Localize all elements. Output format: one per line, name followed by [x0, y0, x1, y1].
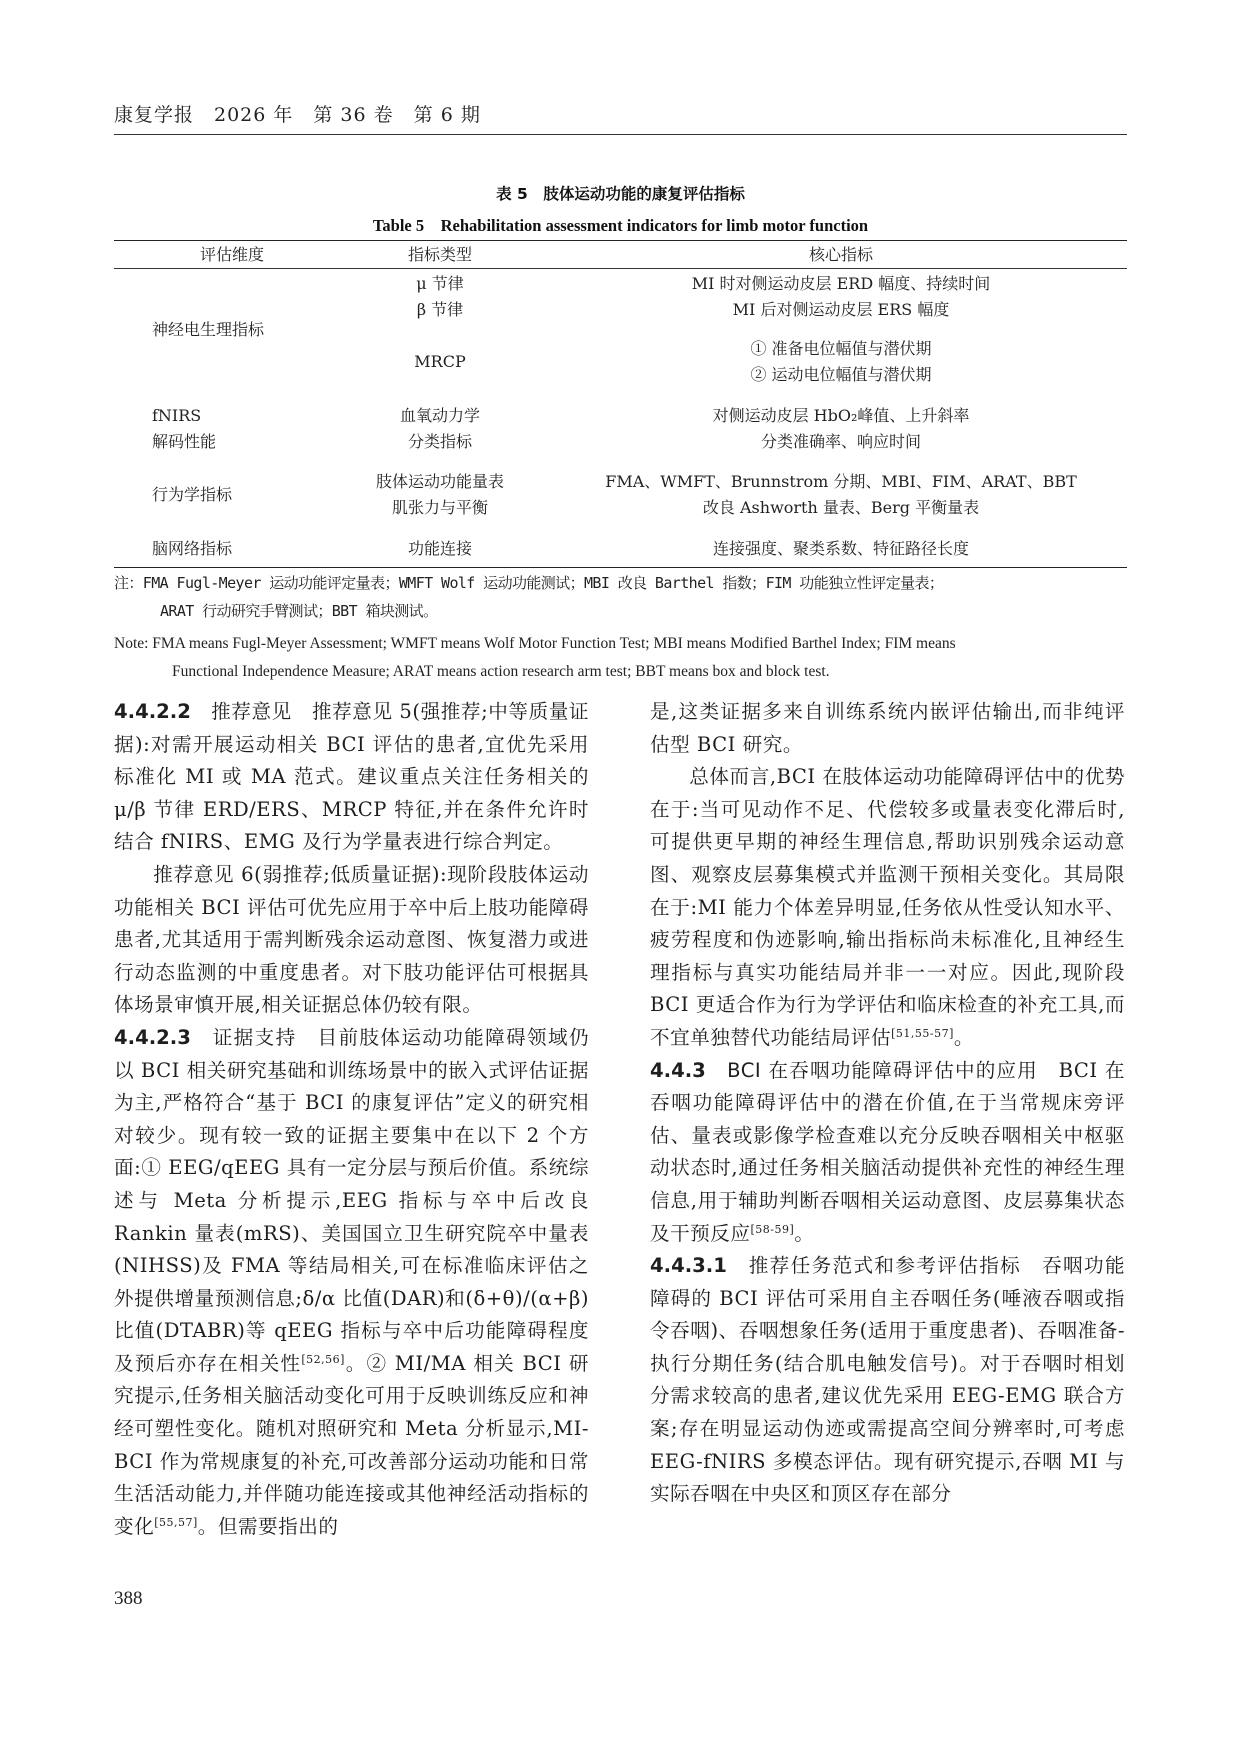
- table-header-rule: [114, 268, 1127, 269]
- table-header-dimension: 评估维度: [199, 245, 265, 264]
- paragraph: [650, 1055, 1125, 1251]
- table-cell-dimension: 脑网络指标: [152, 539, 233, 558]
- table-caption-en: Table 5 Rehabilitation assessment indicators for limb motor function: [372, 216, 869, 235]
- section-title: 推荐任务范式和参考评估指标: [748, 1254, 1022, 1278]
- citation: [55,57]: [154, 1515, 198, 1529]
- table-cell-type: 分类指标: [407, 432, 473, 451]
- paragraph-text: BCI 在吞咽功能障碍评估中的潜在价值,在于当常规床旁评估、量表或影像学检查难以充分反映吞咽相关中枢驱动状态时,通过任务相关脑活动提供补充性的神经生理信息,用于辅助判断吞咽相关运动意图、皮层募集状态及干预反应: [650, 1058, 1125, 1245]
- citation: [51,55-57]: [891, 1026, 954, 1040]
- table-cell-type: μ 节律: [416, 274, 464, 293]
- table-bottom-rule: [114, 567, 1127, 568]
- table-caption-cn: 表 5 肢体运动功能的康复评估指标: [496, 185, 745, 203]
- table-header-type: 指标类型: [407, 245, 473, 264]
- section-title: 推荐意见: [211, 700, 292, 723]
- paragraph-text: 总体而言,BCI 在肢体运动功能障碍评估中的优势在于:当可见动作不足、代偿较多或量表变化滞后时,可提供更早期的神经生理信息,帮助识别残余运动意图、观察皮层募集模式并监测干预相关变化。其局限在于:MI 能力个体差异明显,任务依从性受认知水平、疲劳程度和伪迹影响,输出指标尚未标准化,且神经生理指标与真实功能结局并非一一对应。因此,现阶段 BCI 更适合作为行为学评估和临床检查的补充工具,而不宜单独替代功能结局评估: [650, 765, 1125, 1049]
- paragraph: [114, 859, 589, 1022]
- table-note-cn-line: 注：FMA Fugl-Meyer 运动功能评定量表；WMFT Wolf 运动功能测试；MBI 改良 Barthel 指数；FIM 功能独立性评定量表；: [114, 574, 944, 592]
- table-cell-type: MRCP: [414, 352, 466, 371]
- table-cell-type: 血氧动力学: [399, 406, 481, 425]
- table-cell-core: 分类准确率、响应时间: [760, 432, 922, 451]
- section-title: BCI 在吞咽功能障碍评估中的应用: [727, 1058, 1038, 1082]
- section-title: 证据支持: [212, 1025, 297, 1049]
- table-header-core: 核心指标: [808, 245, 874, 264]
- paragraph-text: 推荐意见 5(强推荐;中等质量证据):对需开展运动相关 BCI 评估的患者,宜优先采用标准化 MI 或 MA 范式。建议重点关注任务相关的 μ/β 节律 ERD/ERS、MRCP 特征,并在条件允许时结合 fNIRS、EMG 及行为学量表进行综合判定。: [114, 700, 590, 854]
- paragraph: [114, 696, 589, 859]
- paragraph-text: 。: [953, 1025, 975, 1049]
- table-cell-type: β 节律: [416, 300, 464, 319]
- paragraph: [650, 1250, 1125, 1511]
- section-number: 4.4.2.2: [114, 700, 191, 723]
- citation: [58-59]: [750, 1222, 795, 1236]
- section-number: 4.4.3.1: [650, 1254, 727, 1278]
- table-cell-core: MI 时对侧运动皮层 ERD 幅度、持续时间: [691, 274, 991, 293]
- paragraph-text: 目前肢体运动功能障碍领域仍以 BCI 相关研究基础和训练场景中的嵌入式评估证据为主,严格符合“基于 BCI 的康复评估”定义的研究相对较少。现有较一致的证据主要集中在以下 2 个方面:① EEG/qEEG 具有一定分层与预后价值。系统综述与 Meta 分析提示,EEG 指标与卒中后改良 Rankin 量表(mRS)、美国国立卫生研究院卒中量表(NIHSS)及 FMA 等结局相关,可在标准临床评估之外提供增量预测信息;δ/α 比值(DAR)和(δ+θ)/(α+β)比值(DTABR)等 qEEG 指标与卒中后功能障碍程度及预后亦存在相关性: [114, 1025, 590, 1375]
- table-cell-core: ② 运动电位幅值与潜伏期: [750, 365, 932, 384]
- section-number: 4.4.3: [650, 1058, 706, 1082]
- paragraph-text: 推荐意见 6(弱推荐;低质量证据):现阶段肢体运动功能相关 BCI 评估可优先应用于卒中后上肢功能障碍患者,尤其适用于需判断残余运动意图、恢复潜力或进行动态监测的中重度患者。对下肢功能评估可根据具体场景审慎开展,相关证据总体仍较有限。: [114, 862, 589, 1017]
- paragraph: [650, 696, 1125, 761]
- table-cell-core: MI 后对侧运动皮层 ERS 幅度: [732, 300, 950, 319]
- running-header: 康复学报 2026 年 第 36 卷 第 6 期: [114, 104, 481, 126]
- paragraph: [114, 1022, 589, 1544]
- paragraph-text: 吞咽功能障碍的 BCI 评估可采用自主吞咽任务(唾液吞咽或指令吞咽)、吞咽想象任务(适用于重度患者)、吞咽准备-执行分期任务(结合肌电触发信号)。对于吞咽时相划分需求较高的患者,建议优先采用 EEG-EMG 联合方案;存在明显运动伪迹或需提高空间分辨率时,可考虑 EEG-fNIRS 多模态评估。现有研究提示,吞咽 MI 与实际吞咽在中央区和顶区存在部分: [650, 1254, 1126, 1506]
- paragraph-text: 是,这类证据多来自训练系统内嵌评估输出,而非纯评估型 BCI 研究。: [650, 700, 1125, 756]
- header-rule: [114, 134, 1127, 135]
- table-cell-type: 肢体运动功能量表: [375, 472, 505, 491]
- table-cell-type: 肌张力与平衡: [391, 498, 489, 517]
- body-column-left: [114, 696, 589, 1543]
- table-cell-core: 改良 Ashworth 量表、Berg 平衡量表: [702, 498, 980, 517]
- paragraph-text: 。但需要指出的: [197, 1514, 339, 1538]
- body-column-right: [650, 696, 1125, 1511]
- table-cell-dimension: fNIRS: [152, 406, 202, 425]
- page-number: 388: [114, 1588, 143, 1609]
- table-cell-core: ① 准备电位幅值与潜伏期: [750, 339, 932, 358]
- paragraph: [650, 761, 1125, 1054]
- paragraph-text: 。: [794, 1221, 815, 1245]
- table-cell-core: FMA、WMFT、Brunnstrom 分期、MBI、FIM、ARAT、BBT: [605, 472, 1077, 491]
- table-cell-dimension: 神经电生理指标: [152, 320, 265, 339]
- table-cell-dimension: 解码性能: [152, 432, 217, 451]
- table-note-en-line: Functional Independence Measure; ARAT means action research arm test; BBT means box and block test.: [172, 663, 830, 680]
- table-cell-dimension: 行为学指标: [152, 485, 233, 504]
- table-note-cn-line: ARAT 行动研究手臂测试；BBT 箱块测试。: [160, 602, 438, 620]
- table-top-rule: [114, 240, 1127, 241]
- table-note-en-line: Note: FMA means Fugl-Meyer Assessment; WMFT means Wolf Motor Function Test; MBI means Modified Barthel Index; FIM means: [114, 635, 956, 652]
- table-cell-core: 对侧运动皮层 HbO₂峰值、上升斜率: [712, 406, 970, 425]
- table-cell-core: 连接强度、聚类系数、特征路径长度: [712, 539, 970, 558]
- citation: [52,56]: [301, 1352, 345, 1366]
- table-cell-type: 功能连接: [407, 539, 473, 558]
- section-number: 4.4.2.3: [114, 1025, 191, 1049]
- paragraph-text: 。② MI/MA 相关 BCI 研究提示,任务相关脑活动变化可用于反映训练反应和神经可塑性变化。随机对照研究和 Meta 分析显示,MI-BCI 作为常规康复的补充,可改善部分运动功能和日常生活活动能力,并伴随功能连接或其他神经活动指标的变化: [114, 1351, 590, 1538]
